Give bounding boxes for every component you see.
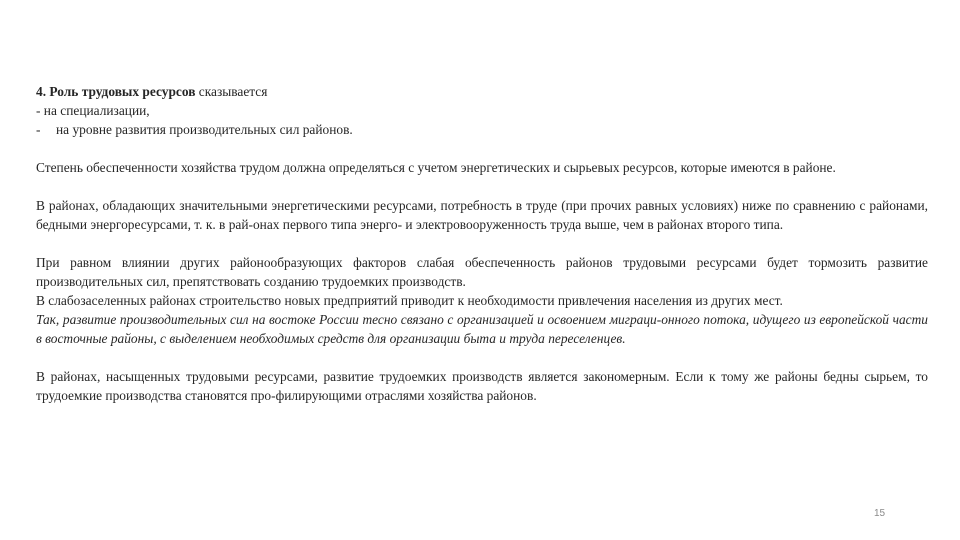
- paragraph-sparse-regions: В слабозаселенных районах строительство новых предприятий приводит к необходимости привлечения населения из других мест.: [36, 293, 783, 308]
- heading-rest: сказывается: [195, 84, 268, 99]
- paragraph-saturated-regions: В районах, насыщенных трудовыми ресурсами, развитие трудоемких производств является закономерным. Если к тому же районы бедны сырьем, то трудоемкие производства становятся про-филирующими отраслями хозяйства районов.: [36, 369, 928, 403]
- paragraph-east-russia: Так, развитие производительных сил на востоке России тесно связано с организацией и освоением миграци-онного потока, идущего из европейской части в восточные районы, с выделением необходимых средств для организации быта и труда переселенцев.: [36, 312, 928, 346]
- page-number: 15: [874, 508, 886, 519]
- slide-body: [36, 82, 928, 405]
- bullet-dash: -: [36, 122, 41, 137]
- bullet-text: на уровне развития производительных сил районов.: [56, 122, 353, 137]
- bullet-productive-forces: [36, 120, 928, 139]
- paragraph-labor-supply: Степень обеспеченности хозяйства трудом должна определяться с учетом энергетических и сырьевых ресурсов, которые имеются в районе.: [36, 160, 836, 175]
- paragraph-energy-regions: В районах, обладающих значительными энергетическими ресурсами, потребность в труде (при прочих равных условиях) ниже по сравнению с районами, бедными энергоресурсами, т. к. в рай-онах первого типа энерго- и электровооруженность труда выше, чем в районах второго типа.: [36, 198, 928, 232]
- section-heading: [36, 82, 928, 101]
- heading-bold: 4. Роль трудовых ресурсов: [36, 84, 196, 99]
- bullet-specialization: - на специализации,: [36, 103, 150, 118]
- paragraph-factors: При равном влиянии других районообразующих факторов слабая обеспеченность районов трудовыми ресурсами будет тормозить развитие производительных сил, препятствовать созданию трудоемких производств.: [36, 255, 928, 289]
